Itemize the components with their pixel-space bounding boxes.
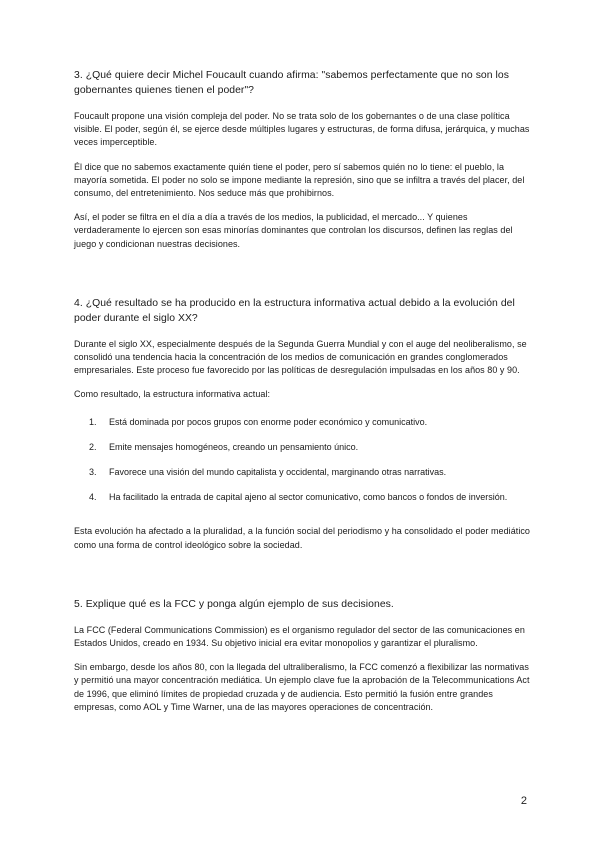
list-item — [74, 441, 534, 454]
document-page — [74, 68, 534, 725]
question-4-closing: Esta evolución ha afectado a la pluralidad, a la función social del periodismo y ha consolidado el poder mediático como una forma de control ideológico sobre la sociedad. — [74, 526, 530, 550]
question-4-title: 4. ¿Qué resultado se ha producido en la estructura informativa actual debido a la evolución del poder durante el siglo XX? — [74, 297, 515, 324]
question-5-paragraph-1: La FCC (Federal Communications Commission) es el organismo regulador del sector de las comunicaciones en Estados Unidos, creado en 1934. Su objetivo inicial era evitar monopolios y garantizar el pluralismo. — [74, 624, 525, 649]
question-5-paragraph-2: Sin embargo, desde los años 80, con la llegada del ultraliberalismo, la FCC comenzó a flexibilizar las normativas y permitió una mayor concentración mediática. Un ejemplo clave fue la aprobación de la Telecommunications Act de 1996, que eliminó límites de propiedad cruzada y de audiencia. Esto permitió la fusión entre grandes empresas, como AOL y Time Warner, una de las mayores operaciones de concentración. — [74, 662, 530, 712]
list-item-text: Está dominada por pocos grupos con enorme poder económico y comunicativo. — [109, 416, 428, 427]
question-3-paragraph-2: Él dice que no sabemos exactamente quién tiene el poder, pero sí sabemos quién no lo tiene: el pueblo, la mayoría sometida. El poder no solo se impone mediante la represión, sino que se infiltra a través del placer, del consumo, del entretenimiento. Nos seduce más que prohibirnos. — [74, 161, 525, 199]
list-item-number: 1. — [89, 416, 97, 427]
section-spacer — [74, 262, 534, 296]
section-question-5 — [74, 597, 534, 714]
question-4-paragraph-1: Durante el siglo XX, especialmente después de la Segunda Guerra Mundial y con el auge del neoliberalismo, se consolidó una tendencia hacia la concentración de los medios de comunicación en grandes conglomerados empresariales. Este proceso fue favorecido por las políticas de desregulación impulsadas en los años 80 y 90. — [74, 338, 527, 376]
list-item-text: Favorece una visión del mundo capitalista y occidental, marginando otras narrativas. — [109, 467, 447, 478]
page-number: 2 — [520, 795, 527, 807]
question-3-paragraph-1: Foucault propone una visión compleja del poder. No se trata solo de los gobernantes o de una clase política visible. El poder, según él, se ejerce desde múltiples lugares y estructuras, de forma difusa, jerárquica, y muchas veces imperceptible. — [74, 111, 530, 148]
question-3-paragraph-3: Así, el poder se filtra en el día a día a través de los medios, la publicidad, el mercado... Y quienes verdaderamente lo ejercen son esas minorías dominantes que controlan los discursos, definen las reglas del juego y condicionan nuestras decisiones. — [74, 212, 513, 249]
list-item-number: 3. — [89, 467, 97, 478]
section-question-3 — [74, 68, 534, 251]
list-item-text: Ha facilitado la entrada de capital ajeno al sector comunicativo, como bancos o fondos de inversión. — [109, 492, 508, 503]
question-4-paragraph-2: Como resultado, la estructura informativa actual: — [74, 389, 271, 400]
question-4-list — [74, 416, 534, 505]
list-item — [74, 491, 534, 504]
list-item-text: Emite mensajes homogéneos, creando un pensamiento único. — [109, 441, 359, 452]
list-item-number: 2. — [89, 441, 97, 452]
question-3-title: 3. ¿Qué quiere decir Michel Foucault cuando afirma: "sabemos perfectamente que no son los gobernantes quienes tienen el poder"? — [74, 70, 509, 96]
list-item-number: 4. — [89, 492, 97, 503]
list-item — [74, 416, 534, 429]
section-question-4 — [74, 296, 534, 552]
question-5-title: 5. Explique qué es la FCC y ponga algún ejemplo de sus decisiones. — [74, 598, 394, 610]
list-item — [74, 466, 534, 479]
section-spacer — [74, 563, 534, 597]
